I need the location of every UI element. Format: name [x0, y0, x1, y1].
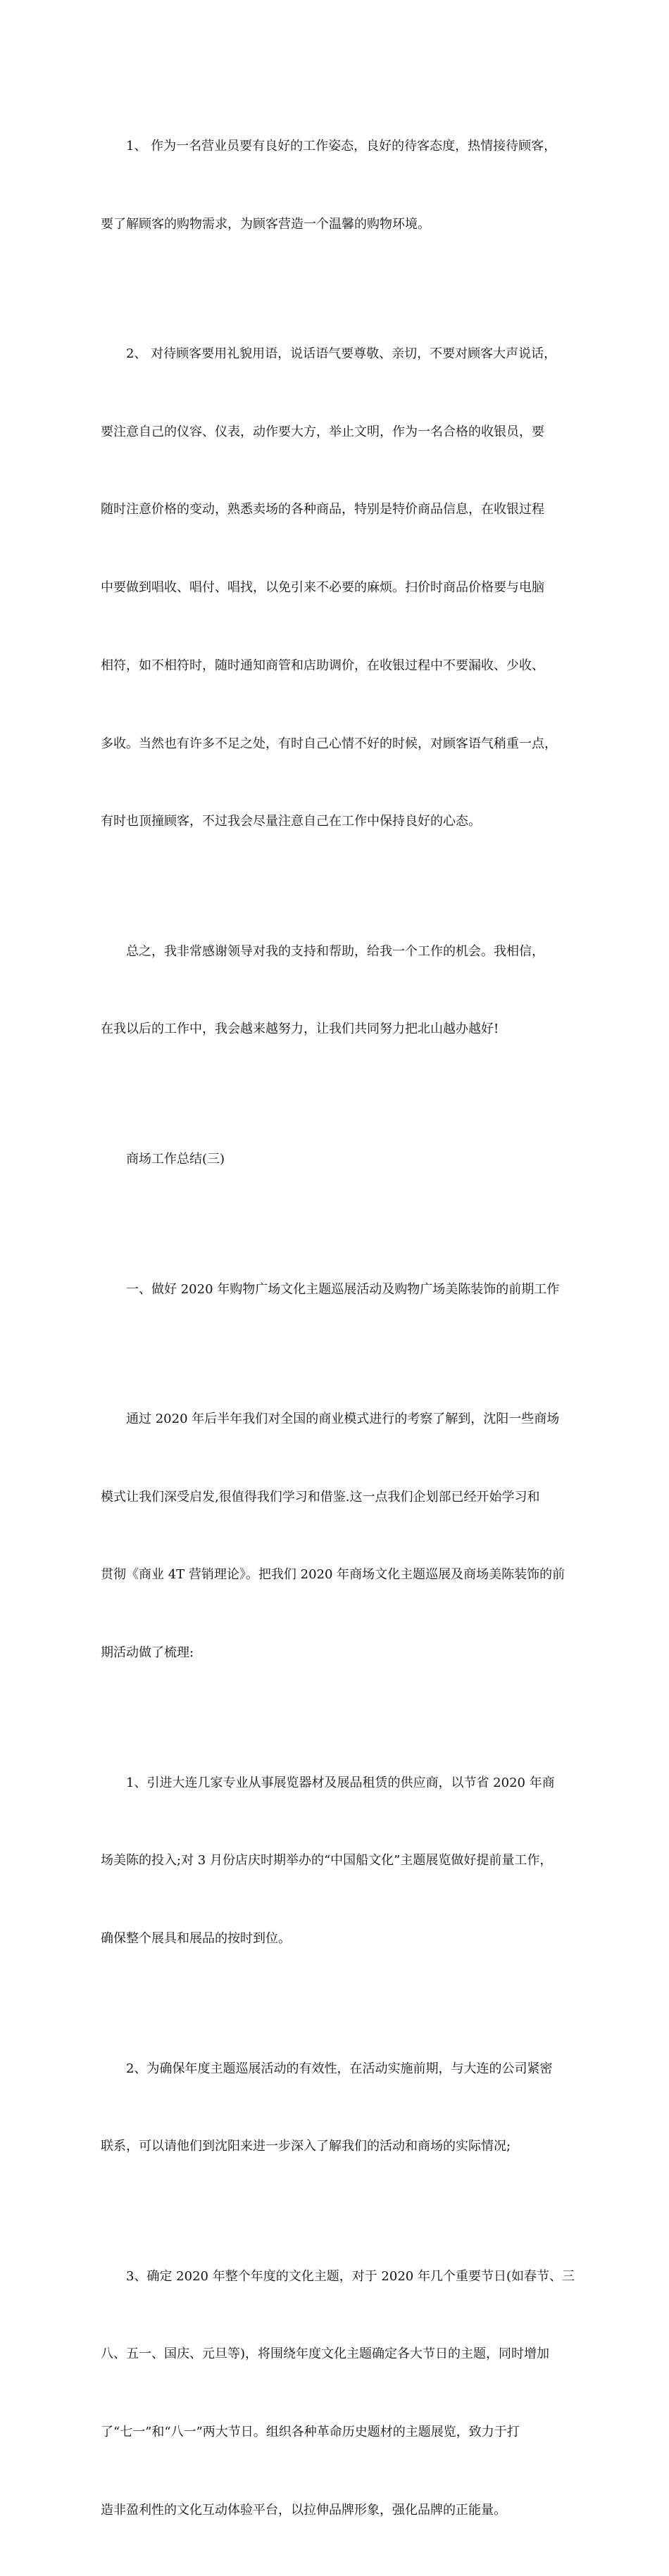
text-line: 贯彻《商业 4T 营销理论》。把我们 2020 年商场文化主题巡展及商场美陈装饰的前	[101, 1567, 565, 1583]
text-line: 模式让我们深受启发,很值得我们学习和借鉴.这一点我们企划部已经开始学习和	[101, 1489, 540, 1504]
text-line: 中要做到唱收、唱付、唱找，以免引来不必要的麻烦。扫价时商品价格要与电脑	[101, 580, 544, 596]
subsection-heading	[101, 1225, 569, 1355]
text-line: 联系，可以请他们到沈阳来进一步深入了解我们的活动和商场的实际情况;	[101, 2139, 511, 2154]
paragraph-3	[101, 887, 569, 1095]
text-line: 期活动做了梳理:	[101, 1645, 194, 1661]
text-line: 总之，我非常感谢领导对我的支持和帮助，给我一个工作的机会。我相信，	[126, 943, 544, 959]
text-line: 确保整个展具和展品的按时到位。	[101, 1931, 291, 1947]
text-line: 2、 对待顾客要用礼貌用语，说话语气要尊敬、亲切，不要对顾客大声说话，	[126, 346, 557, 362]
paragraph-1	[101, 82, 569, 289]
section-heading-text: 商场工作总结(三)	[126, 1151, 225, 1167]
text-line: 要了解顾客的购物需求，为顾客营造一个温馨的购物环境。	[101, 216, 430, 232]
text-line: 1、 作为一名营业员要有良好的工作姿态，良好的待客态度，热情接待顾客，	[126, 138, 557, 153]
text-line: 造非盈利性的文化互动体验平台，以拉伸品牌形象，强化品牌的正能量。	[101, 2502, 506, 2518]
paragraph-9	[101, 2212, 575, 2576]
text-line: 了“七一”和“八一”两大节日。组织各种革命历史题材的主题展览，致力于打	[101, 2425, 520, 2440]
document-body	[101, 82, 575, 2576]
text-line: 随时注意价格的变动，熟悉卖场的各种商品，特别是特价商品信息，在收银过程	[101, 502, 544, 517]
subsection-heading-text: 一、做好 2020 年购物广场文化主题巡展活动及购物广场美陈装饰的前期工作	[126, 1281, 560, 1297]
text-line: 多收。当然也有许多不足之处，有时自己心情不好的时候，对顾客语气稍重一点，	[101, 736, 557, 751]
text-line: 有时也顶撞顾客，不过我会尽量注意自己在工作中保持良好的心态。	[101, 814, 481, 829]
text-line: 通过 2020 年后半年我们对全国的商业模式进行的考察了解到，沈阳一些商场	[126, 1412, 560, 1427]
text-line: 在我以后的工作中，我会越来越努力，让我们共同努力把北山越办越好!	[101, 1022, 499, 1037]
section-heading	[101, 1095, 569, 1225]
text-line: 1、引进大连几家专业从事展览器材及展品租赁的供应商，以节省 2020 年商	[126, 1775, 555, 1790]
text-line: 2、为确保年度主题巡展活动的有效性，在活动实施前期，与大连的公司紧密	[126, 2061, 553, 2076]
text-line: 要注意自己的仪容、仪表，动作要大方，举止文明，作为一名合格的收银员，要	[101, 424, 544, 439]
paragraph-7	[101, 1719, 569, 2004]
text-line: 相符，如不相符时，随时通知商管和店助调价，在收银过程中不要漏收、少收、	[101, 658, 544, 673]
paragraph-2	[101, 289, 569, 887]
text-line: 3、确定 2020 年整个年度的文化主题，对于 2020 年几个重要节日(如春节、三	[126, 2268, 575, 2284]
paragraph-6	[101, 1355, 569, 1719]
text-line: 场美陈的投入;对 3 月份店庆时期举办的“中国船文化”主题展览做好提前量工作，	[101, 1853, 553, 1868]
paragraph-8	[101, 2004, 569, 2212]
text-line: 八、五一、国庆、元旦等)，将围绕年度文化主题确定各大节日的主题，同时增加	[101, 2346, 550, 2362]
